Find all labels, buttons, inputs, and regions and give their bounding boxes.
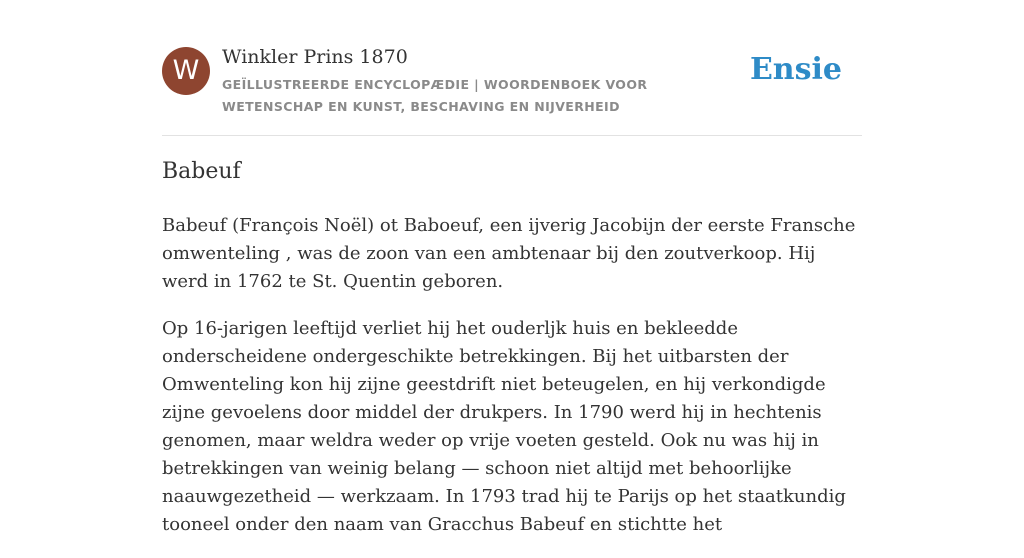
article-paragraph: Op 16-jarigen leeftijd verliet hij het ouderljk huis en bekleedde onderscheidene ondergeschikte betrekkingen. Bij het uitbarsten der Omwenteling kon hij zijne geestdrift niet beteugelen, en hij verkondigde zijne gevoelens door middel der drukpers. In 1790 werd hij in hechtenis genomen, maar weldra weder op vrije voeten gesteld. Ook nu was hij in betrekkingen van weinig belang — schoon niet altijd met behoorlijke naauwgezetheid — werkzaam. In 1793 trad hij te Parijs op het staatkundig tooneel onder den naam van Gracchus Babeuf en stichtte het: [162, 318, 846, 535]
article-title: Babeuf: [162, 159, 241, 184]
source-avatar[interactable]: W: [162, 47, 210, 95]
article-body: [162, 212, 862, 558]
source-header: [162, 44, 862, 136]
article-paragraph: Babeuf (François Noël) ot Baboeuf, een ijverig Jacobijn der eerste Fransche omwenteling , was de zoon van een ambtenaar bij den zoutverkoop. Hij werd in 1762 te St. Quentin geboren.: [162, 215, 856, 292]
source-title-link[interactable]: Winkler Prins 1870: [222, 46, 408, 68]
source-subtitle: GEÏLLUSTREERDE ENCYCLOPÆDIE | WOORDENBOEK VOOR WETENSCHAP EN KUNST, BESCHAVING EN NIJVERHEID: [222, 77, 648, 114]
brand-logo[interactable]: Ensie: [749, 52, 842, 87]
